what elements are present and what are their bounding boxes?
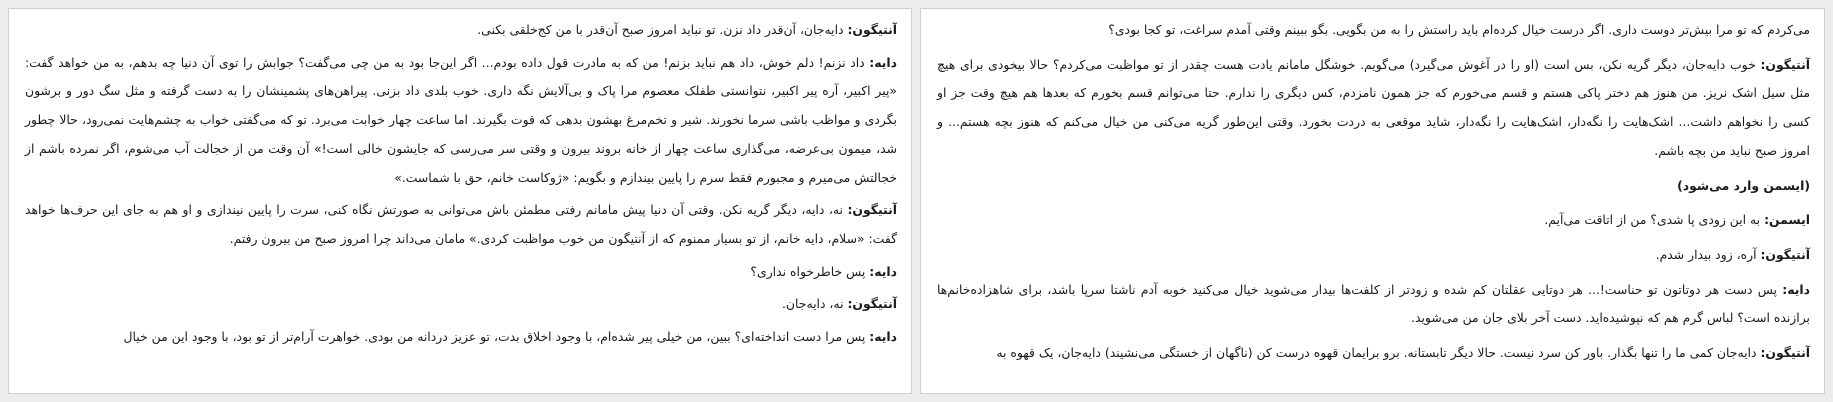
speaker-name: آنتیگون: [1760, 56, 1810, 72]
dialogue-line [937, 16, 1810, 45]
dialogue-text: نه، دایه‌جان. [781, 296, 848, 312]
speaker-name: آنتیگون: [1760, 345, 1810, 361]
dialogue-text: آره، زود بیدار شدم. [1655, 246, 1761, 262]
dialogue-line [25, 16, 897, 45]
speaker-name: دایه: [869, 54, 897, 70]
dialogue-text: می‌کردم که تو مرا بیش‌تر دوست داری. اگر درست خیال کرده‌ام باید راستش را به من بگویی. بگو ببینم وقتی آمدم سراغت، تو کجا بودی؟ [1108, 22, 1810, 37]
dialogue-text: دایه‌جان، آن‌قدر داد نزن. تو نباید امروز صبح آن‌قدر با من کج‌خلقی بکنی. [477, 22, 848, 37]
dialogue-text: خوب دایه‌جان، دیگر گریه نکن، بس است (او را در آغوش می‌گیرد) می‌گویم. خوشگل مامانم یادت هست چقدر از تو مواظبت می‌کردم؟ حالا بیخودی برای هیچ مثل سیل اشک نریز. من هنوز هم دختر پاکی هستم و قسم می‌خورم که جز همون نامزدم، کس دیگری را ندارم. حتا می‌توانم قسم بخورم که بعدها هم هیچ وقت جز او کسی را نخواهم داشت... اشک‌هایت را نگه‌دار، اشک‌هایت را نگه‌دار، شاید موقعی به دردت بخورد. وقتی این‌طور گریه می‌کنی من خیال می‌کنم که هنوز بچه هستم... و امروز صبح نباید من بچه باشم. [937, 56, 1810, 158]
speaker-name: آنتیگون: [847, 296, 897, 312]
dialogue-text: نه، دایه، دیگر گریه نکن. وقتی آن دنیا پیش مامانم رفتی مطمئن باش می‌توانی به صورتش نگاه کنی، سرت را پایین نیندازی و او هم به جای این حرف‌ها خواهد گفت: «سلام، دایه خانم، از تو بسیار ممنوم که از آنتیگون من خوب مواظبت کردی.» مامان می‌داند چرا امروز صبح من بیرون رفتم. [25, 202, 897, 246]
dialogue-line [937, 339, 1810, 368]
speaker-name: دایه: [869, 329, 897, 345]
right-page [920, 8, 1825, 394]
dialogue-line [25, 290, 897, 319]
dialogue-text: پس خاطرخواه نداری؟ [750, 263, 870, 279]
dialogue-text: پس مرا دست انداخته‌ای؟ ببین، من خیلی پیر شده‌ام، با وجود اخلاق بدت، تو عزیز دردانه من بودی. خواهرت آرام‌تر از تو بود، با وجود این من خیال [123, 329, 870, 345]
dialogue-text: پس دست هر دوتاتون تو حناست!... هر دوتایی عقلتان کم شده و زودتر از کلفت‌ها بیدار می‌شوید خیال می‌کنید خوبه آدم ناشتا سرپا باشد، برای شاهزاده‌خانم‌ها برازنده است؟ لباس گرم هم که نپوشیده‌اید. دست آخر بلای جان من می‌شوید. [937, 281, 1810, 326]
speaker-name: آنتیگون: [847, 22, 897, 37]
dialogue-line [25, 49, 897, 193]
dialogue-line [937, 51, 1810, 166]
dialogue-line [25, 196, 897, 253]
stage-direction: (ایسمن وارد می‌شود) [1677, 177, 1810, 193]
speaker-name: دایه: [869, 263, 897, 279]
dialogue-line [937, 276, 1810, 333]
dialogue-line [25, 323, 897, 352]
speaker-name: آنتیگون: [847, 202, 897, 218]
dialogue-text: دایه‌جان کمی ما را تنها بگذار. باور کن سرد نیست. حالا دیگر تابستانه. برو برایمان قهوه درست کن (ناگهان از خستگی می‌نشیند) دایه‌جان، یک قهوه به [996, 345, 1761, 361]
dialogue-text: داد نزنم! دلم خوش، داد هم نباید بزنم! من که به مادرت قول داده بودم... اگر این‌جا بود به من چی می‌گفت؟ جوابش را توی آن دنیا چه بدهم، به من خواهد گفت: «پیر اکبیر، آره پیر اکبیر، نتوانستی طفلک معصوم مرا پاک و بی‌آلایش نگه داری. خوب بلدی داد بزنی. پیراهن‌های پشمینشان را به دست گرفته و مثل سگ دور و برشون بگردی و مواظب باشی سرما نخورند. شیر و تخم‌مرغ بهشون بدهی که قوت بگیرند. اما ساعت چهار خوابت می‌برد. تو که می‌گفتی خواب به چشم‌هایت نمی‌رود، حالا چطور شد، میمون بی‌عرضه، می‌گذاری ساعت چهار از خانه بروند بیرون و وقتی سر می‌رسی که جایشون خالی است!» آن وقت من از خجالت آب می‌شوم، اگر نمرده باشم از خجالتش می‌میرم و مجبورم فقط سرم را پایین بیندازم و بگویم: «ژوکاست خانم، حق با شماست.» [25, 54, 897, 185]
speaker-name: ایسمن: [1764, 212, 1810, 228]
left-page-text [9, 9, 911, 352]
speaker-name: آنتیگون: [1760, 246, 1810, 262]
dialogue-line [25, 258, 897, 287]
speaker-name: دایه: [1782, 281, 1810, 297]
dialogue-line [937, 241, 1810, 270]
dialogue-line [937, 206, 1810, 235]
left-page [8, 8, 912, 394]
right-page-text [921, 9, 1824, 368]
dialogue-text: به این زودی پا شدی؟ من از اتاقت می‌آیم. [1544, 212, 1765, 228]
